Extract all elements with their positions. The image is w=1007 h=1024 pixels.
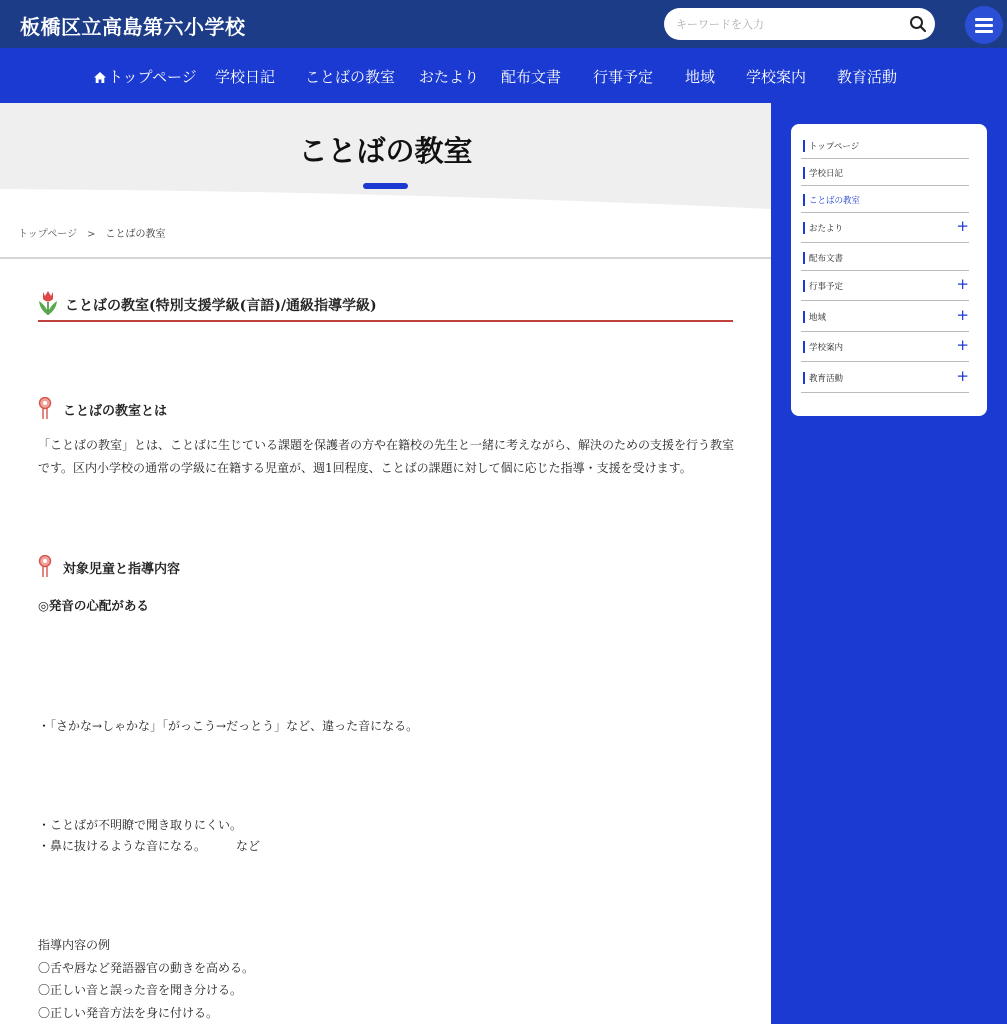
expand-icon[interactable]: +	[956, 336, 969, 354]
nav-item-kotoba[interactable]: ことばの教室	[305, 68, 396, 86]
examples-title: 指導内容の例	[38, 938, 111, 952]
heading-target-text: 対象児童と指導内容	[63, 562, 181, 577]
subheading-pronunciation: ◎発音の心配がある	[38, 598, 149, 613]
site-header	[0, 0, 1007, 48]
sidebar-item-top[interactable]: トップページ	[801, 140, 969, 159]
sidebar-item-diary[interactable]: 学校日記	[801, 167, 969, 186]
home-icon	[94, 72, 106, 83]
page-title: ことばの教室	[298, 134, 473, 168]
section-heading-main	[38, 290, 733, 322]
menu-icon[interactable]	[965, 6, 1003, 44]
breadcrumb-separator: >	[87, 229, 96, 240]
about-paragraph: 「ことばの教室」とは、ことばに生じている課題を保護者の方や在籍校の先生と一緒に考えながら、解決のための支援を行う教室です。区内小学校の通常の学級に在籍する児童が、週1回程度、ことばの課題に対して個に応じた指導・支援を受けます。	[38, 438, 735, 475]
symptom-line-2: ・ことばが不明瞭で聞き取りにくい。	[38, 818, 243, 832]
nav-item-top[interactable]: トップページ	[94, 66, 197, 87]
sidebar-item-community[interactable]: 地域 +	[801, 311, 969, 332]
sidebar-item-letters[interactable]: おたより +	[801, 222, 969, 243]
heading-about-text: ことばの教室とは	[63, 404, 168, 419]
example-line-1: 〇舌や唇など発語器官の動きを高める。	[38, 961, 255, 975]
breadcrumb	[18, 225, 166, 240]
heading-main-text: ことばの教室(特別支援学級(言語)/通級指導学級)	[65, 298, 377, 314]
search-input[interactable]	[676, 14, 896, 34]
global-nav	[0, 48, 1007, 103]
search-box	[664, 8, 935, 40]
nav-item-diary[interactable]: 学校日記	[215, 68, 276, 86]
nav-item-community[interactable]: 地域	[685, 68, 716, 86]
pin-icon	[38, 397, 52, 421]
title-underline	[363, 183, 408, 189]
nav-item-schedule[interactable]: 行事予定	[593, 68, 654, 86]
sidebar-item-schedule[interactable]: 行事予定 +	[801, 280, 969, 301]
example-line-3: 〇正しい発音方法を身に付ける。	[38, 1006, 219, 1020]
symptom-line-1: ・「さかな→しゃかな」「がっこう→だっとう」など、違った音になる。	[38, 719, 419, 733]
tulip-icon	[38, 290, 58, 316]
nav-item-guide[interactable]: 学校案内	[746, 68, 807, 86]
expand-icon[interactable]: +	[956, 367, 969, 385]
breadcrumb-current: ことばの教室	[105, 229, 166, 240]
nav-item-documents[interactable]: 配布文書	[501, 68, 562, 86]
nav-item-education[interactable]: 教育活動	[837, 68, 898, 86]
expand-icon[interactable]: +	[956, 217, 969, 235]
expand-icon[interactable]: +	[956, 306, 969, 324]
sidebar-item-guide[interactable]: 学校案内 +	[801, 341, 969, 362]
sidebar-item-education[interactable]: 教育活動 +	[801, 372, 969, 393]
divider	[0, 257, 771, 259]
sidebar-menu	[791, 124, 987, 416]
symptom-line-3: ・鼻に抜けるような音になる。 など	[38, 839, 261, 853]
search-icon[interactable]	[909, 15, 927, 33]
main-content	[0, 103, 771, 1024]
pin-icon	[38, 555, 52, 579]
expand-icon[interactable]: +	[956, 275, 969, 293]
example-line-2: 〇正しい音と誤った音を聞き分ける。	[38, 983, 243, 997]
sidebar-item-kotoba[interactable]: ことばの教室	[801, 194, 969, 213]
nav-item-letters[interactable]: おたより	[419, 68, 480, 86]
sidebar-item-documents[interactable]: 配布文書	[801, 252, 969, 271]
breadcrumb-home[interactable]: トップページ	[18, 229, 78, 240]
site-title[interactable]: 板橋区立高島第六小学校	[20, 15, 246, 39]
